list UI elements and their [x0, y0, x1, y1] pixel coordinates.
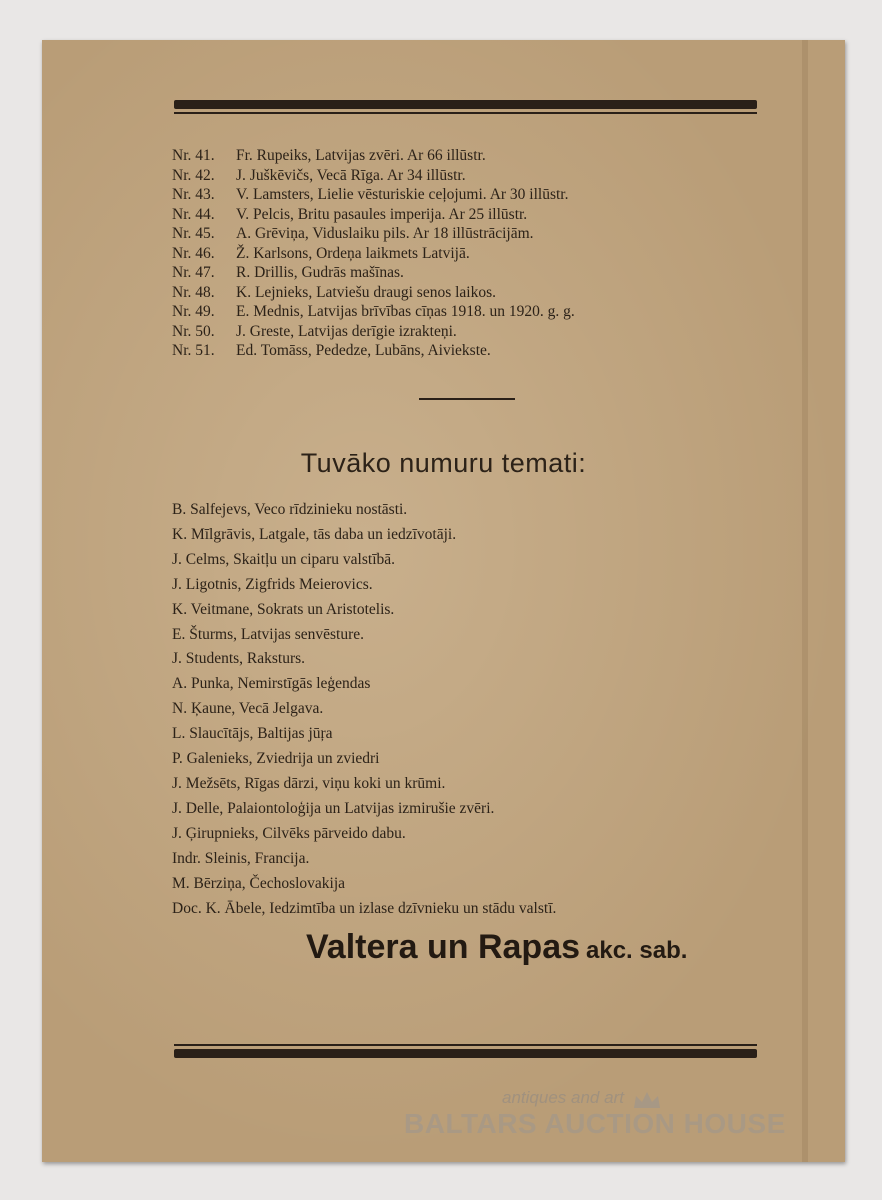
- bottom-double-rule: [174, 1044, 757, 1058]
- topic-item: P. Galenieks, Zviedrija un zviedri: [172, 750, 380, 768]
- publisher-suffix: akc. sab.: [586, 937, 688, 964]
- topic-item: K. Veitmane, Sokrats un Aristotelis.: [172, 600, 395, 618]
- series-item: [172, 283, 575, 303]
- topic-item: J. Students, Raksturs.: [172, 650, 306, 668]
- series-item: [172, 244, 575, 264]
- topic-item: L. Slaucītājs, Baltijas jūŗa: [172, 725, 333, 743]
- series-item: [172, 302, 575, 322]
- top-double-rule: [174, 100, 757, 114]
- spine-fold: [802, 40, 808, 1162]
- series-number: Nr. 51.: [172, 342, 215, 359]
- series-item: [172, 205, 575, 225]
- topic-item: K. Mīlgrāvis, Latgale, tās daba un iedzīvotāji.: [172, 525, 457, 543]
- topic-item: N. Ķaune, Vecā Jelgava.: [172, 700, 324, 718]
- series-number: Nr. 45.: [172, 225, 215, 242]
- series-number: Nr. 48.: [172, 283, 215, 301]
- series-number: Nr. 46.: [172, 244, 215, 262]
- series-title: V. Lamsters, Lielie vēsturiskie ceļojumi. Ar 30 illūstr.: [236, 186, 569, 203]
- publisher-name: Valtera un Rapas: [306, 928, 581, 966]
- publisher-imprint: [306, 928, 687, 967]
- series-title: E. Mednis, Latvijas brīvības cīņas 1918. un 1920. g. g.: [236, 303, 575, 320]
- series-number: Nr. 47.: [172, 264, 215, 281]
- series-item: [172, 341, 575, 361]
- upcoming-topics-heading: Tuvāko numuru temati:: [300, 448, 587, 478]
- topic-item: J. Delle, Palaiontoloģija un Latvijas izmirušie zvēri.: [172, 799, 495, 817]
- series-number: Nr. 49.: [172, 303, 215, 320]
- series-number: Nr. 44.: [172, 205, 215, 223]
- series-item: [172, 224, 575, 244]
- series-item: [172, 322, 575, 342]
- topic-item: J. Mežsēts, Rīgas dārzi, viņu koki un krūmi.: [172, 774, 446, 792]
- upcoming-topics-list: [172, 498, 556, 921]
- series-title: V. Pelcis, Britu pasaules imperija. Ar 25 illūstr.: [236, 205, 528, 223]
- series-title: R. Drillis, Gudrās mašīnas.: [236, 264, 404, 281]
- series-title: A. Grēviņa, Viduslaiku pils. Ar 18 illūstrācijām.: [236, 225, 534, 242]
- series-number: Nr. 43.: [172, 186, 215, 203]
- watermark-brand: BALTARS AUCTION HOUSE: [404, 1108, 786, 1139]
- series-item: [172, 166, 575, 186]
- topic-item: E. Šturms, Latvijas senvēsture.: [172, 625, 364, 643]
- series-number: Nr. 42.: [172, 166, 215, 184]
- series-title: K. Lejnieks, Latviešu draugi senos laikos.: [236, 283, 497, 301]
- topic-item: B. Salfejevs, Veco rīdzinieku nostāsti.: [172, 501, 408, 518]
- crown-icon: [632, 1090, 662, 1110]
- book-back-cover: [42, 40, 845, 1162]
- series-number: Nr. 50.: [172, 322, 215, 340]
- series-number: Nr. 41.: [172, 147, 215, 164]
- topic-item: A. Punka, Nemirstīgās leģendas: [172, 675, 371, 693]
- series-title: J. Juškēvičs, Vecā Rīga. Ar 34 illūstr.: [236, 166, 466, 184]
- series-title: J. Greste, Latvijas derīgie izrakteņi.: [236, 322, 457, 340]
- series-title: Fr. Rupeiks, Latvijas zvēri. Ar 66 illūstr.: [236, 147, 486, 164]
- topic-item: Doc. K. Ābele, Iedzimtība un izlase dzīvnieku un stādu valstī.: [172, 899, 557, 917]
- published-series-list: [172, 146, 575, 361]
- separator-rule: [419, 398, 515, 400]
- topic-item: M. Bērziņa, Čechoslovakija: [172, 874, 346, 892]
- series-item: [172, 263, 575, 283]
- topic-item: J. Ģirupnieks, Cilvēks pārveido dabu.: [172, 824, 406, 842]
- watermark-tagline: antiques and art: [502, 1088, 624, 1107]
- topic-item: Indr. Sleinis, Francija.: [172, 849, 310, 867]
- series-title: Ž. Karlsons, Ordeņa laikmets Latvijā.: [236, 244, 470, 262]
- topic-item: J. Ligotnis, Zigfrids Meierovics.: [172, 575, 373, 593]
- series-item: [172, 146, 575, 166]
- topic-item: J. Celms, Skaitļu un ciparu valstībā.: [172, 550, 396, 568]
- series-item: [172, 185, 575, 205]
- series-title: Ed. Tomāss, Pededze, Lubāns, Aiviekste.: [236, 342, 491, 359]
